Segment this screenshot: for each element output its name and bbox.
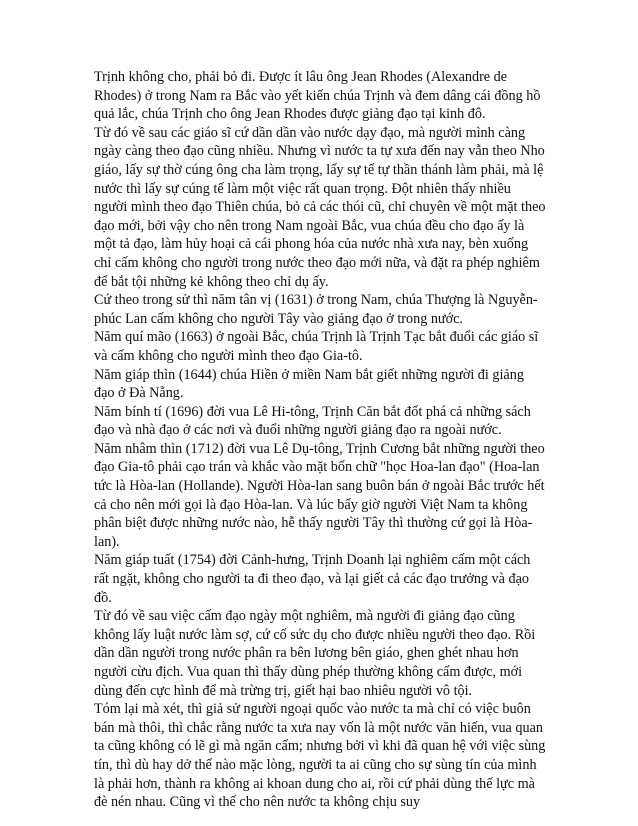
paragraph-1: Trịnh không cho, phải bỏ đi. Được ít lâu ông Jean Rhodes (Alexandre de Rhodes) ở trong Nam ra Bắc vào yết kiến chúa Trịnh và đem dâng cái đồng hồ quả lắc, chúa Trịnh cho ông Jean Rhodes được giảng đạo tại kinh đô. bbox=[94, 69, 541, 123]
paragraph-8: Năm giáp tuất (1754) đời Cảnh-hưng, Trịnh Doanh lại nghiêm cấm một cách rất ngặt, không cho người ta đi theo đạo, và lại giết cả các đạo trưởng và đạo đồ. bbox=[94, 552, 531, 606]
paragraph-3: Cứ theo trong sử thì năm tân vị (1631) ở trong Nam, chúa Thượng là Nguyễn-phúc Lan cấm không cho người Tây vào giảng đạo ở trong nước. bbox=[94, 292, 538, 327]
paragraph-2: Từ đó về sau các giáo sĩ cứ dần dần vào nước dạy đạo, mà người mình càng ngày càng theo đạo cũng nhiều. Nhưng vì nước ta tự xưa đến nay vẫn theo Nho giáo, lấy sự thờ cúng ông cha làm trọng, lấy sự tế tự thần thánh làm phải, mà lệ nước thì lấy sự cúng tế làm một việc rất quan trọng. Đột nhiên thấy nhiều người mình theo đạo Thiên chúa, bỏ cả các thói cũ, chỉ chuyên về một mặt theo đạo mới, bởi vậy cho nên trong Nam ngoài Bắc, vua chúa đều cho đạo ấy là một tả đạo, làm hủy hoại cả cái phong hóa của nước nhà xưa nay, bèn xuống chỉ cấm không cho người trong nước theo đạo mới nữa, và đặt ra phép nghiêm để bắt tội những kẻ không theo chỉ dụ ấy. bbox=[94, 124, 546, 290]
paragraph-6: Năm bính tí (1696) đời vua Lê Hi-tông, Trịnh Căn bắt đốt phá cả những sách đạo và nhà đạo ở các nơi và đuổi những người giảng đạo ra ngoài nước. bbox=[94, 403, 531, 439]
body-text bbox=[94, 68, 546, 812]
paragraph-7: Năm nhâm thìn (1712) đời vua Lê Dụ-tông, Trịnh Cương bắt những người theo đạo Gia-tô phải cạo trán và khắc vào mặt bốn chữ "học Hoa-lan đạo" (Hoa-lan tức là Hòa-lan (Hollande). Người Hòa-lan sang buôn bán ở ngoài Bắc trước hết cả cho nên mới gọi là đạo Hòa-lan. Và lúc bấy giờ người Việt Nam ta không phân biệt được những nước nào, hễ thấy người Tây thì thường cứ gọi là Hòa-lan). bbox=[94, 440, 545, 550]
paragraph-10: Tóm lại mà xét, thì giả sử người ngoại quốc vào nước ta mà chỉ có việc buôn bán mà thôi, thì chắc rằng nước ta xưa nay vốn là một nước văn hiến, vua quan ta cũng không có lẽ gì mà ngăn cấm; nhưng bởi vì khi đã quan hệ với việc sùng tín, thì dù hay dở thế nào mặc lòng, người ta ai cũng cho sự sùng tín của mình là phải hơn, thành ra không ai khoan dung cho ai, rồi cứ phải dùng thế lực mà đè nén nhau. Cũng vì thế cho nên nước ta không chịu suy bbox=[94, 701, 546, 811]
paragraph-5: Năm giáp thìn (1644) chúa Hiền ở miền Nam bắt giết những người đi giảng đạo ở Đà Nẵng. bbox=[94, 366, 524, 402]
paragraph-9: Từ đó về sau việc cấm đạo ngày một nghiêm, mà người đi giảng đạo cũng không lấy luật nước làm sợ, cứ cố sức dụ cho được nhiều người theo đạo. Rồi dần dần người trong nước phân ra bên lương bên giáo, ghen ghét nhau hơn người cừu địch. Vua quan thì thấy dùng phép thường không cấm được, mới dùng đến cực hình để mà trừng trị, giết hại bao nhiêu người vô tội. bbox=[94, 608, 536, 699]
paragraph-4: Năm quí mão (1663) ở ngoài Bắc, chúa Trịnh là Trịnh Tạc bắt đuổi các giáo sĩ và cấm không cho người mình theo đạo Gia-tô. bbox=[94, 329, 539, 364]
